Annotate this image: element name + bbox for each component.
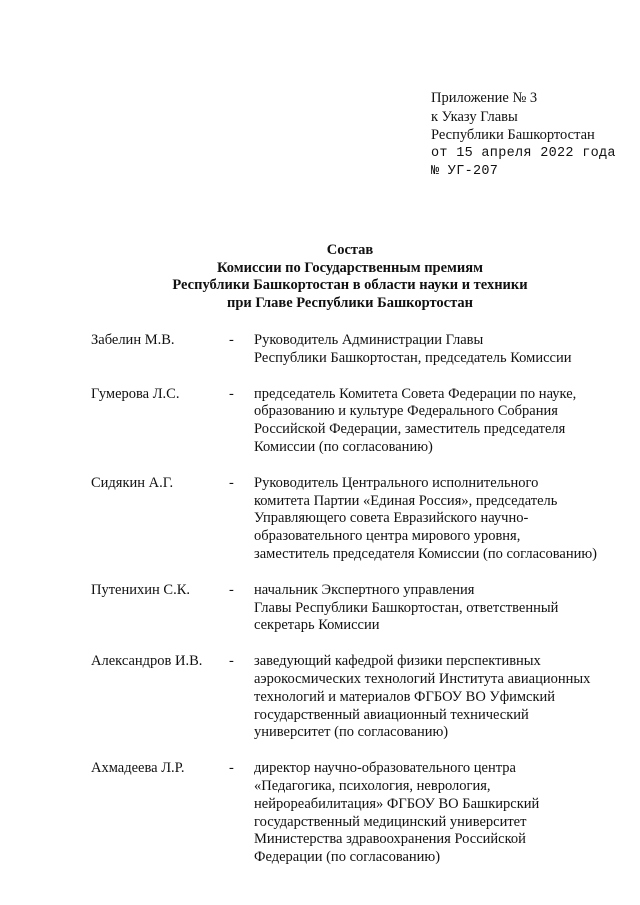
member-role-line: Руководитель Центрального исполнительного [254, 474, 539, 491]
member-role [254, 653, 634, 742]
member-entry [91, 582, 631, 635]
member-role-line: Управляющего совета Евразийского научно- [254, 510, 529, 527]
member-role-line: Министерства здравоохранения Российской [254, 831, 526, 848]
member-role-line: председатель Комитета Совета Федерации по науке, [254, 385, 577, 402]
appendix-header [431, 89, 631, 182]
member-role-line: Главы Республики Башкортостан, ответственный [254, 599, 559, 616]
member-entry [91, 475, 631, 564]
member-role-line: университет (по согласованию) [254, 724, 449, 741]
member-name: Забелин М.В. [91, 332, 175, 348]
member-role [254, 386, 634, 457]
member-role-line: технологий и материалов ФГБОУ ВО Уфимский [254, 688, 556, 705]
member-name: Путенихин С.К. [91, 581, 191, 598]
member-dash: - [229, 760, 234, 777]
title-line-2: Комиссии по Государственным премиям [216, 259, 484, 276]
appendix-republic: Республики Башкортостан [431, 127, 595, 143]
member-name: Гумерова Л.С. [91, 385, 180, 402]
member-role-line: образованию и культуре Федерального Собрания [254, 403, 558, 420]
member-role-line: государственный медицинский университет [254, 813, 527, 830]
appendix-number: Приложение № 3 [431, 90, 538, 106]
member-role-line: начальник Экспертного управления [254, 581, 475, 598]
title-line-1: Состав [326, 242, 374, 258]
member-name: Александров И.В. [91, 653, 203, 670]
member-role-line: секретарь Комиссии [254, 617, 380, 634]
members-list [91, 332, 631, 885]
member-role-line: директор научно-образовательного центра [254, 760, 516, 777]
member-dash: - [229, 653, 234, 670]
member-name: Ахмадеева Л.Р. [91, 760, 185, 777]
member-role [254, 582, 634, 635]
member-role-line: заместитель председателя Комиссии (по согласованию) [254, 545, 598, 562]
member-entry [91, 332, 631, 368]
member-role-line: Республики Башкортостан, председатель Комиссии [254, 349, 572, 366]
member-role-line: заведующий кафедрой физики перспективных [254, 653, 541, 670]
member-role-line: нейрореабилитация» ФГБОУ ВО Башкирский [254, 795, 540, 812]
member-role [254, 332, 634, 368]
member-role-line: государственный авиационный технический [254, 706, 529, 723]
member-entry [91, 653, 631, 742]
appendix-decree-number: № УГ-207 [431, 164, 499, 179]
appendix-decree-ref: к Указу Главы [431, 108, 518, 125]
member-dash: - [229, 332, 234, 348]
title-line-4: при Главе Республики Башкортостан [227, 294, 473, 311]
member-role-line: Федерации (по согласованию) [254, 849, 441, 866]
member-dash: - [229, 385, 234, 402]
member-role-line: Руководитель Администрации Главы [254, 332, 484, 348]
member-dash: - [229, 581, 234, 598]
member-role-line: Российской Федерации, заместитель председателя [254, 421, 566, 438]
member-name: Сидякин А.Г. [91, 474, 174, 491]
member-entry [91, 760, 631, 867]
member-role-line: аэрокосмических технологий Института авиационных [254, 670, 591, 687]
member-role-line: комитета Партии «Единая Россия», председатель [254, 492, 558, 509]
member-role-line: «Педагогика, психология, неврология, [254, 777, 491, 794]
member-role [254, 475, 634, 564]
member-role-line: Комиссии (по согласованию) [254, 438, 433, 455]
member-role [254, 760, 634, 867]
appendix-date: от 15 апреля 2022 года [431, 145, 616, 161]
member-role-line: образовательного центра мирового уровня, [254, 528, 521, 545]
member-dash: - [229, 474, 234, 491]
member-entry [91, 386, 631, 457]
title-line-3: Республики Башкортостан в области науки и техники [172, 277, 528, 293]
document-title [0, 242, 640, 312]
